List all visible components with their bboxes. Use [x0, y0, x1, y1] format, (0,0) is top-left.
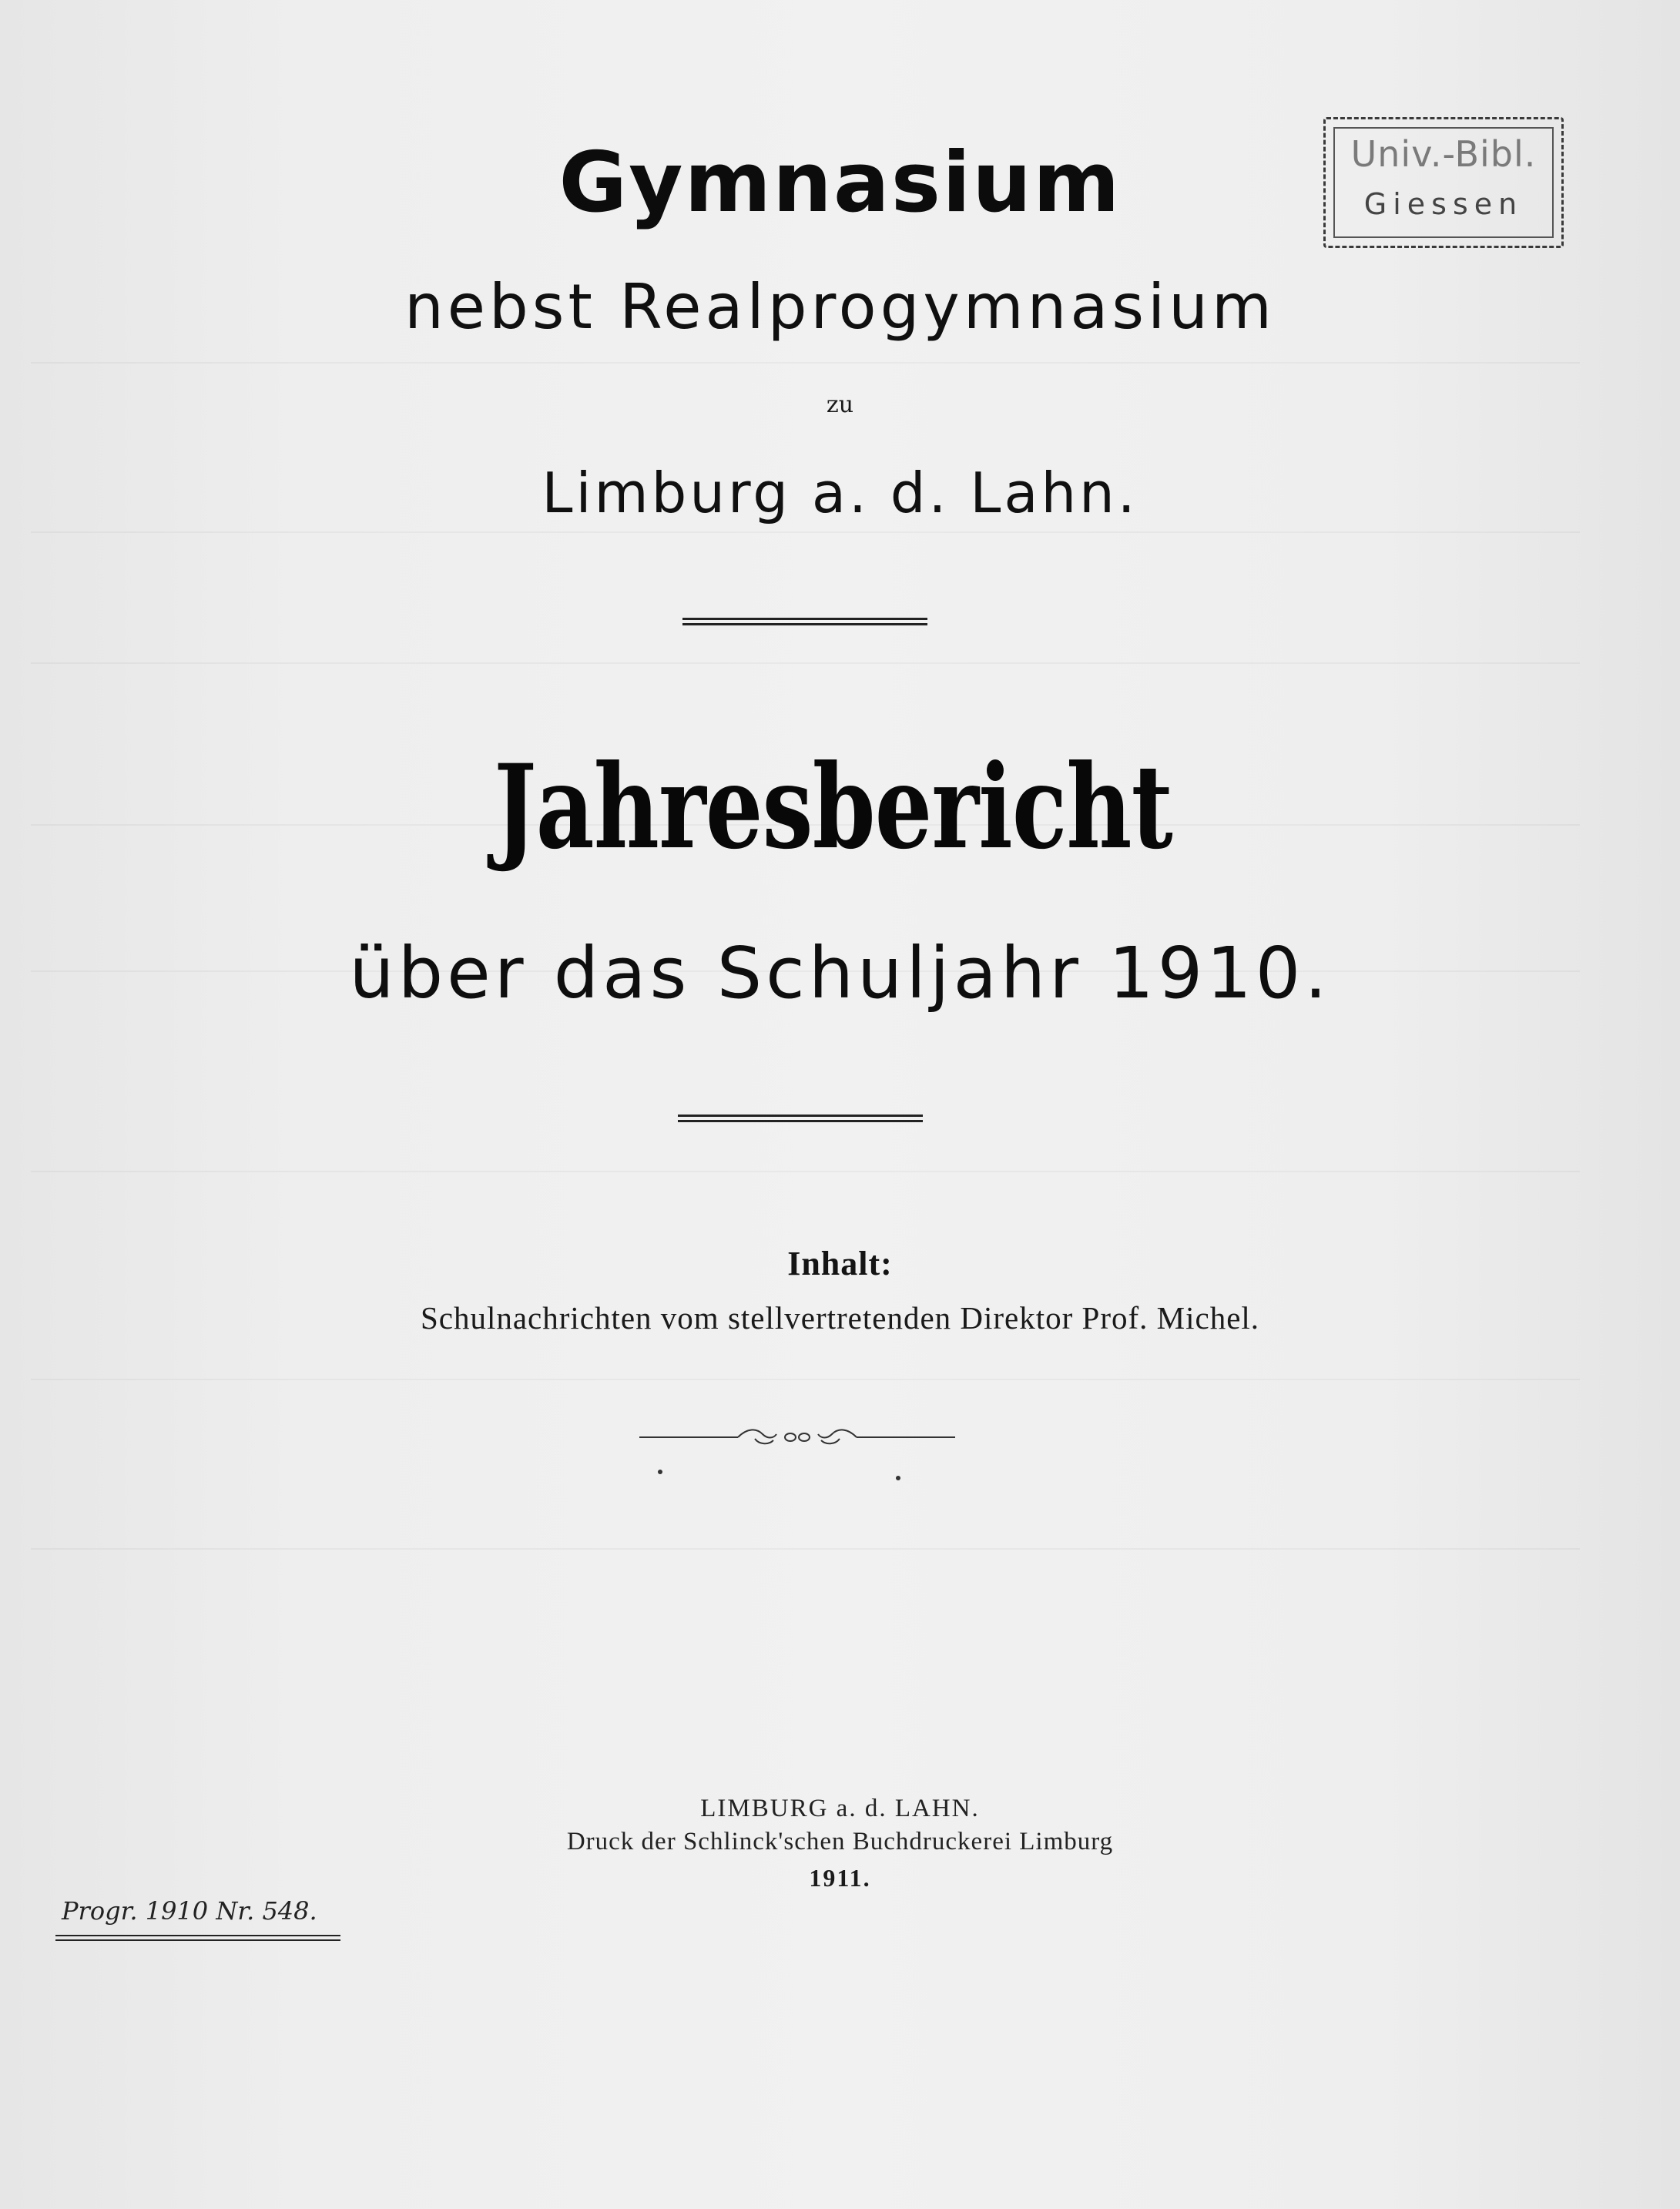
report-subtitle: über das Schuljahr 1910.: [349, 932, 1331, 1014]
school-name-subheading: nebst Realprogymnasium: [404, 271, 1276, 343]
bleed-through-line: [31, 1548, 1580, 1550]
bleed-through-line: [31, 1171, 1580, 1172]
imprint-printer: Druck der Schlinck'schen Buchdruckerei Limburg: [566, 1828, 1114, 1855]
bleed-through-line: [31, 531, 1580, 533]
imprint-city: LIMBURG a. d. LAHN.: [700, 1795, 980, 1822]
stamp-line-library: Univ.-Bibl.: [1350, 133, 1537, 175]
connector-word: zu: [826, 391, 854, 418]
ornament-divider: [639, 1422, 955, 1453]
library-stamp: [1323, 117, 1564, 248]
ink-speck: [658, 1470, 662, 1474]
shelfmark-underline: [55, 1935, 340, 1941]
contents-text: Schulnachrichten vom stellvertretenden Direktor Prof. Michel.: [420, 1300, 1260, 1336]
shelfmark-handwritten: Progr. 1910 Nr. 548.: [62, 1896, 317, 1926]
double-rule-divider: [682, 618, 927, 625]
imprint-year: 1911.: [809, 1864, 871, 1892]
location-line: Limburg a. d. Lahn.: [542, 461, 1138, 525]
bleed-through-line: [31, 362, 1580, 364]
bleed-through-line: [31, 1379, 1580, 1380]
double-rule-divider: [678, 1115, 923, 1122]
school-name-heading: Gymnasium: [558, 135, 1122, 231]
contents-heading: Inhalt:: [787, 1245, 893, 1282]
bleed-through-line: [31, 662, 1580, 664]
report-title: Jahresbericht: [494, 739, 1172, 875]
stamp-line-city: Giessen: [1363, 187, 1524, 221]
ink-speck: [896, 1476, 900, 1480]
